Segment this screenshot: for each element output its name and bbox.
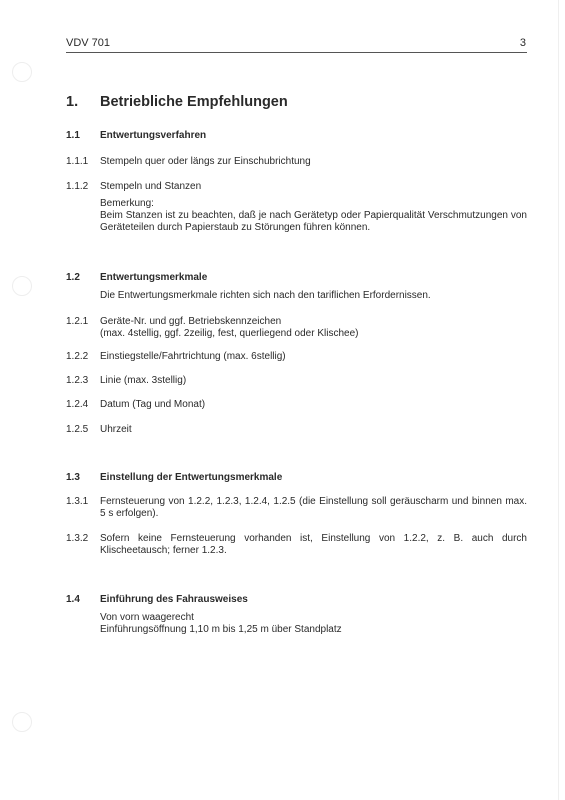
chapter-number: 1. [66, 94, 79, 110]
punch-hole [12, 276, 32, 296]
list-item [66, 399, 527, 411]
list-item [66, 156, 527, 168]
list-item [66, 375, 527, 387]
item-number: 1.2.1 [66, 316, 89, 327]
item-number: 1.2.2 [66, 351, 89, 362]
page-number: 3 [519, 37, 526, 49]
section-number: 1.3 [66, 472, 80, 483]
list-item [66, 496, 527, 520]
item-number: 1.1.2 [66, 181, 89, 192]
item-text: Stempeln quer oder längs zur Einschubrichtung [100, 156, 311, 167]
section-title: Einführung des Fahrausweises [100, 594, 248, 605]
item-text: Fernsteuerung von 1.2.2, 1.2.3, 1.2.4, 1.2.5 (die Einstellung soll geräuscharm und binnen max. 5 s erfolgen). [100, 496, 527, 519]
list-item [66, 351, 527, 363]
section-title: Entwertungsmerkmale [100, 272, 208, 283]
document-id: VDV 701 [66, 37, 111, 49]
item-text: Linie (max. 3stellig) [100, 375, 187, 386]
item-number: 1.3.1 [66, 496, 89, 507]
item-number: 1.2.5 [66, 424, 89, 435]
section-title: Einstellung der Entwertungsmerkmale [100, 472, 283, 483]
list-item [66, 181, 527, 193]
item-number: 1.3.2 [66, 533, 89, 544]
section-text-continued: Einführungsöffnung 1,10 m bis 1,25 m über Standplatz [100, 624, 342, 635]
item-text: Einstiegstelle/Fahrtrichtung (max. 6stellig) [100, 351, 286, 362]
page-edge [558, 0, 559, 800]
section-number: 1.4 [66, 594, 80, 605]
header-rule [66, 52, 527, 53]
chapter-text: Betriebliche Empfehlungen [100, 94, 288, 110]
list-item [66, 533, 527, 557]
section-title: Entwertungsverfahren [100, 130, 207, 141]
item-text: Uhrzeit [100, 424, 132, 435]
punch-hole [12, 712, 32, 732]
list-item [66, 424, 527, 436]
item-text-continued: (max. 4stellig, ggf. 2zeilig, fest, querliegend oder Klischee) [100, 328, 359, 339]
chapter-title [66, 94, 288, 110]
item-text: Datum (Tag und Monat) [100, 399, 206, 410]
remark-text: Beim Stanzen ist zu beachten, daß je nach Gerätetyp oder Papierqualität Verschmutzungen von Geräteteilen durch Papierstaub zu Störungen führen können. [100, 210, 527, 233]
section-intro: Die Entwertungsmerkmale richten sich nach den tariflichen Erfordernissen. [100, 290, 431, 301]
item-text: Geräte-Nr. und ggf. Betriebskennzeichen [100, 316, 282, 327]
section-number: 1.1 [66, 130, 80, 141]
punch-hole [12, 62, 32, 82]
remark-label: Bemerkung: [100, 198, 154, 209]
item-number: 1.1.1 [66, 156, 89, 167]
item-text: Sofern keine Fernsteuerung vorhanden ist, Einstellung von 1.2.2, z. B. auch durch Klischeetausch; ferner 1.2.3. [100, 533, 527, 556]
section-text: Von vorn waagerecht [100, 612, 194, 623]
item-number: 1.2.4 [66, 399, 89, 410]
item-text: Stempeln und Stanzen [100, 181, 202, 192]
list-item [66, 316, 527, 340]
section-number: 1.2 [66, 272, 80, 283]
item-number: 1.2.3 [66, 375, 89, 386]
